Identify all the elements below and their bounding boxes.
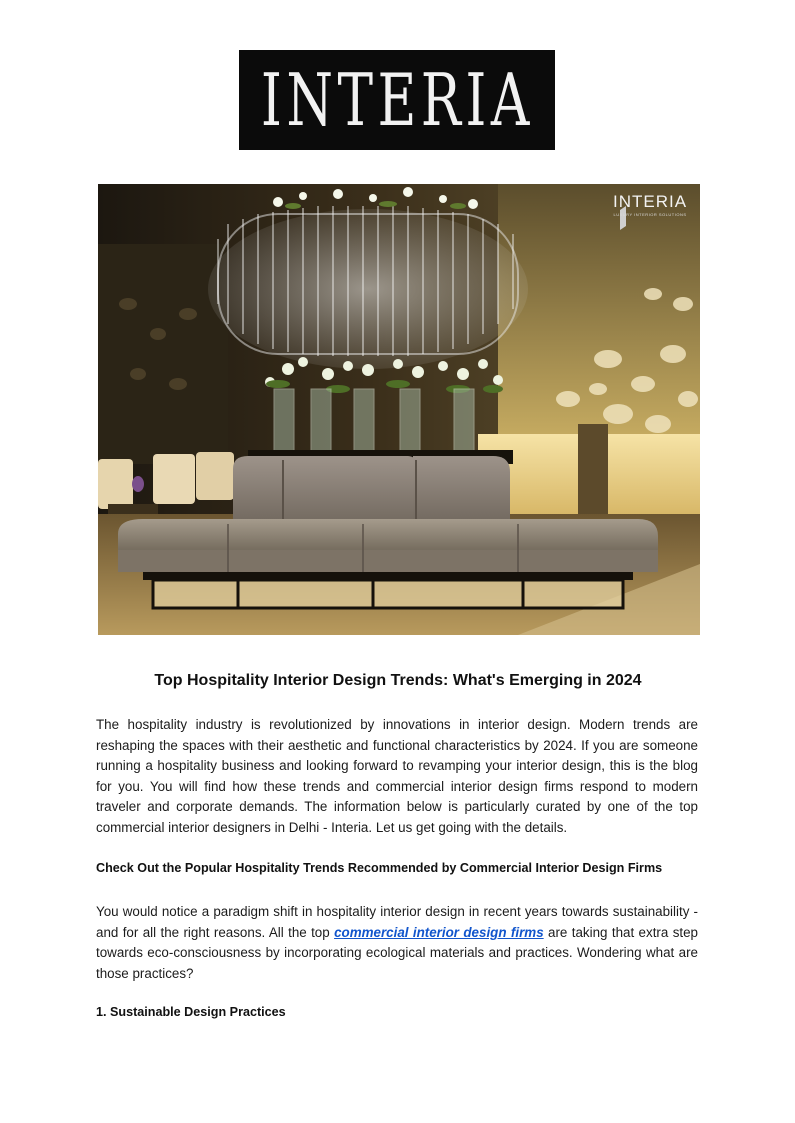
intro-paragraph: The hospitality industry is revolutionized by innovations in interior design. Modern trends are reshaping the spaces with their aesthetic and functional characteristics by 2024. If you are someone running a hospitality business and looking forward to revamping your interior design, this is the blog for you. You will find how these trends and commercial interior design firms respond to modern traveler and corporate demands. The information below is particularly curated by one of the top commercial interior designers in Delhi - Interia. Let us get going with the details. xyxy=(96,717,698,835)
section-heading-1: 1. Sustainable Design Practices xyxy=(96,1005,286,1019)
brand-logo-text: INTERIA xyxy=(260,58,534,142)
article-title: Top Hospitality Interior Design Trends: What's Emerging in 2024 xyxy=(154,672,642,689)
trends-paragraph-text-before: You would notice a paradigm shift in hospitality interior design in recent years towards sustainability - and for all the right reasons. All the top xyxy=(96,904,698,940)
article-subheading: Check Out the Popular Hospitality Trends Recommended by Commercial Interior Design Firms xyxy=(96,861,663,875)
hero-watermark xyxy=(610,192,690,217)
brand-logo xyxy=(239,50,555,150)
trends-paragraph xyxy=(96,902,698,984)
commercial-design-firms-link[interactable]: commercial interior design firms xyxy=(334,924,544,940)
hero-watermark-tagline: LUXURY INTERIOR SOLUTIONS xyxy=(613,212,687,217)
trends-paragraph-text-after: are taking that extra step towards eco-consciousness by incorporating ecological materials and practices. Wondering what are those practices? xyxy=(96,924,698,981)
lobby-photo xyxy=(98,184,700,635)
hero-image xyxy=(98,184,700,635)
hero-watermark-name: INTERIA xyxy=(612,192,688,211)
